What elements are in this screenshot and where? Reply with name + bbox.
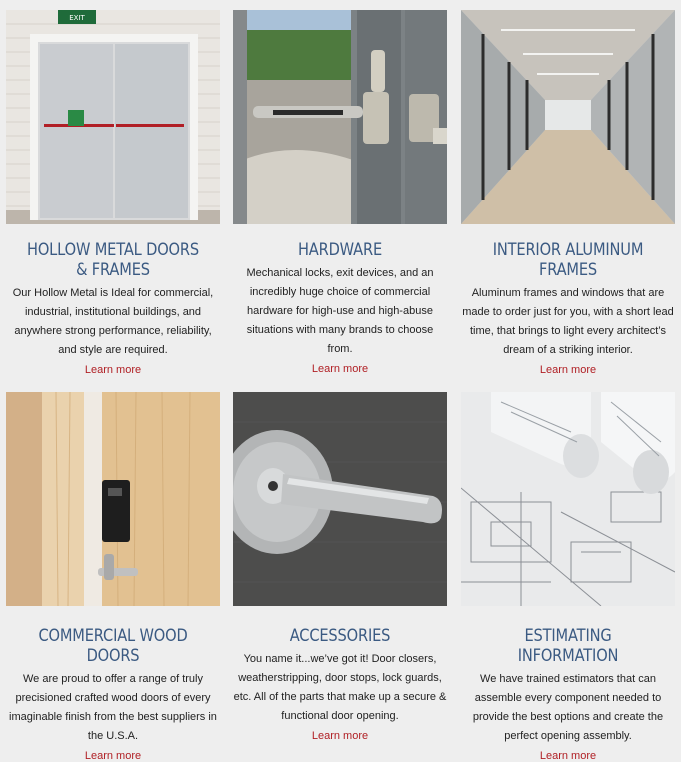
learn-more-link[interactable]: Learn more xyxy=(84,750,142,762)
card-estimating xyxy=(461,392,675,762)
card-description: Mechanical locks, exit devices, and an incredibly huge choice of commercial hardware for high-use and high-abuse situations with many brands to choose from. xyxy=(246,267,434,355)
card-accessories xyxy=(233,392,447,742)
card-title: INTERIOR ALUMINUM FRAMES xyxy=(492,240,644,280)
card-description: We are proud to offer a range of truly precisioned crafted wood doors of every imaginable finish from the best suppliers in the U.S.A. xyxy=(9,673,217,742)
card-hollow-metal xyxy=(6,10,220,376)
card-title: ESTIMATING INFORMATION xyxy=(517,626,619,666)
learn-more-link[interactable]: Learn more xyxy=(539,750,597,762)
card-description: We have trained estimators that can assemble every component needed to provide the best options and create the perfect opening assembly. xyxy=(472,673,664,742)
learn-more-link[interactable]: Learn more xyxy=(539,364,597,376)
card-hardware xyxy=(233,10,447,375)
hollow-metal-door-photo[interactable] xyxy=(6,10,220,224)
blueprints-photo[interactable] xyxy=(461,392,675,606)
wood-door-photo[interactable] xyxy=(6,392,220,606)
exit-sign-text: EXIT xyxy=(69,14,85,22)
card-description: Our Hollow Metal is Ideal for commercial, industrial, institutional buildings, and anywhere strong performance, reliability, and style are required. xyxy=(12,287,214,356)
card-interior-aluminum xyxy=(461,10,675,376)
learn-more-link[interactable]: Learn more xyxy=(311,363,369,375)
card-title: HARDWARE xyxy=(297,240,383,260)
learn-more-link[interactable]: Learn more xyxy=(311,730,369,742)
card-title: COMMERCIAL WOOD DOORS xyxy=(38,626,188,666)
card-title: HOLLOW METAL DOORS & FRAMES xyxy=(27,240,199,280)
card-description: You name it...we’ve got it! Door closers, weatherstripping, door stops, lock guards, etc. All of the parts that make up a secure & functional door opening. xyxy=(233,653,447,722)
card-title: ACCESSORIES xyxy=(289,626,391,646)
hardware-photo[interactable] xyxy=(233,10,447,224)
lever-handle-photo[interactable] xyxy=(233,392,447,606)
aluminum-corridor-photo[interactable] xyxy=(461,10,675,224)
card-description: Aluminum frames and windows that are made to order just for you, with a short lead time, that brings to light every architect’s dream of a striking interior. xyxy=(462,287,674,356)
learn-more-link[interactable]: Learn more xyxy=(84,364,142,376)
card-wood-doors xyxy=(6,392,220,762)
